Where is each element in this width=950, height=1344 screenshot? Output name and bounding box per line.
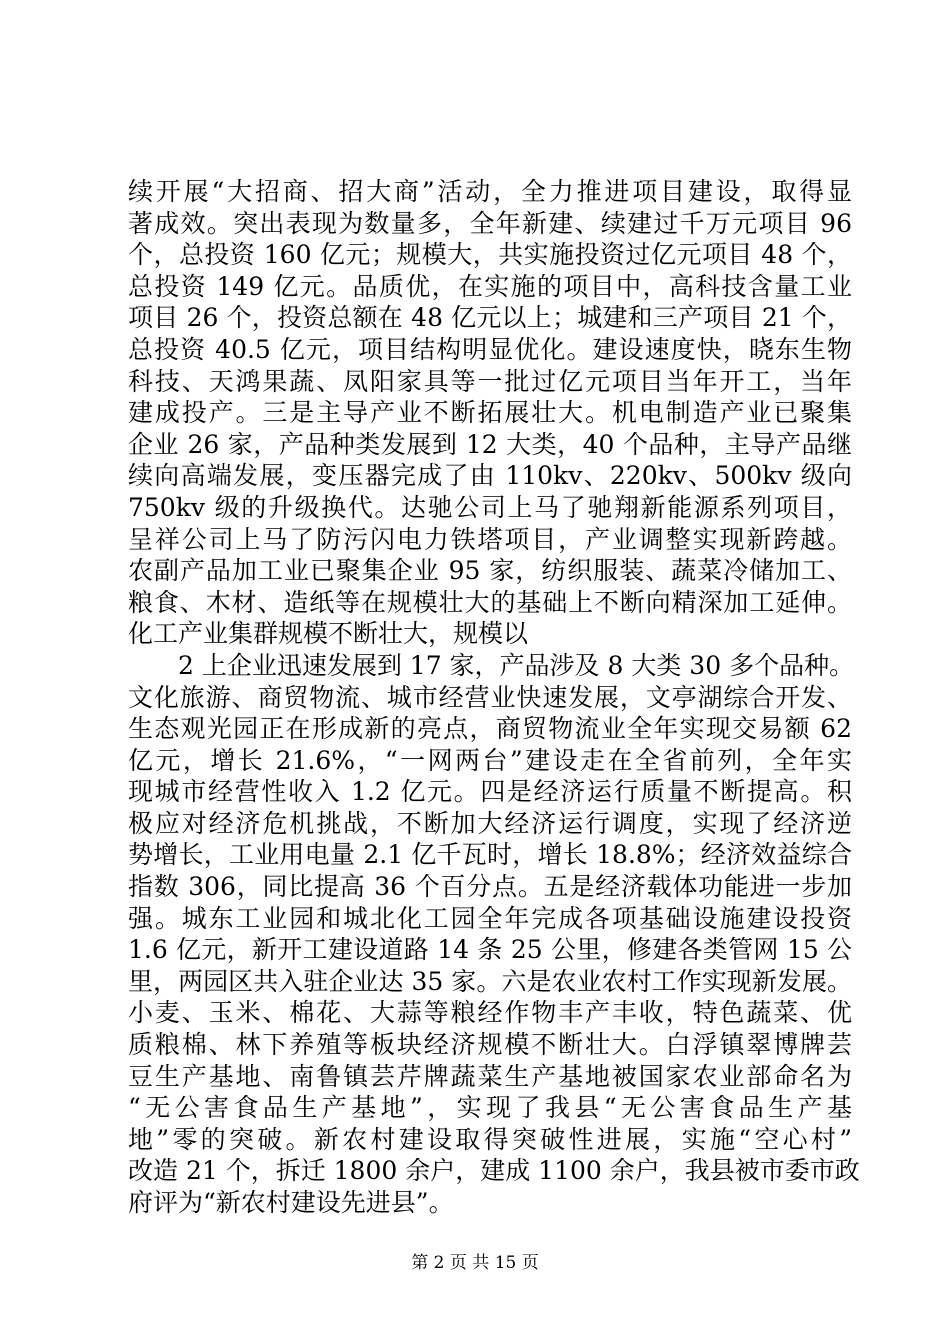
text-line: 2 上企业迅速发展到 17 家，产品涉及 8 大类 30 多个品种。 xyxy=(178,650,855,680)
text-line: 现城市经营性收入 1.2 亿元。四是经济运行质量不断提高。积 xyxy=(128,777,852,807)
text-line: 改造 21 个，拆迁 1800 余户，建成 1100 余户，我县被市委市政 xyxy=(128,1156,860,1186)
paragraph-1 xyxy=(128,176,852,650)
text-line: 科技、天鸿果蔬、凤阳家具等一批过亿元项目当年开工，当年 xyxy=(128,366,852,396)
text-line: 建成投产。三是主导产业不断拓展壮大。机电制造产业已聚集 xyxy=(128,398,852,428)
text-line: 总投资 40.5 亿元，项目结构明显优化。建设速度快，晓东生物 xyxy=(128,334,852,364)
text-line: 府评为“新农村建设先进县”。 xyxy=(128,1188,454,1217)
text-line: 地”零的突破。新农村建设取得突破性进展，实施“空心村” xyxy=(128,1124,852,1154)
text-line: 豆生产基地、南鲁镇芸芹牌蔬菜生产基地被国家农业部命名为 xyxy=(128,1061,852,1091)
text-line: 1.6 亿元，新开工建设道路 14 条 25 公里，修建各类管网 15 公 xyxy=(128,935,852,965)
text-line: 亿元，增长 21.6%，“一网两台”建设走在全省前列，全年实 xyxy=(128,745,852,775)
text-line: “无公害食品生产基地”，实现了我县“无公害食品生产基 xyxy=(128,1093,852,1123)
text-line: 总投资 149 亿元。品质优，在实施的项目中，高科技含量工业 xyxy=(128,271,852,301)
text-line: 农副产品加工业已聚集企业 95 家，纺织服装、蔬菜冷储加工、 xyxy=(128,556,852,586)
text-line: 续向高端发展，变压器完成了由 110kv、220kv、500kv 级向 xyxy=(128,461,852,491)
text-line: 里，两园区共入驻企业达 35 家。六是农业农村工作实现新发展。 xyxy=(128,966,852,996)
text-line: 个，总投资 160 亿元；规模大，共实施投资过亿元项目 48 个， xyxy=(128,240,852,270)
page-number-label: 第 2 页 共 15 页 xyxy=(411,1253,539,1273)
text-line: 750kv 级的升级换代。达驰公司上马了驰翔新能源系列项目， xyxy=(128,492,852,522)
text-line: 指数 306，同比提高 36 个百分点。五是经济载体功能进一步加 xyxy=(128,872,852,902)
text-line: 势增长，工业用电量 2.1 亿千瓦时，增长 18.8%；经济效益综合 xyxy=(128,840,852,870)
text-line: 文化旅游、商贸物流、城市经营业快速发展，文亭湖综合开发、 xyxy=(128,682,852,712)
text-line: 生态观光园正在形成新的亮点，商贸物流业全年实现交易额 62 xyxy=(128,714,852,744)
text-line: 极应对经济危机挑战，不断加大经济运行调度，实现了经济逆 xyxy=(128,808,852,838)
text-line: 续开展“大招商、招大商”活动，全力推进项目建设，取得显 xyxy=(128,177,852,206)
text-line: 呈祥公司上马了防污闪电力铁塔项目，产业调整实现新跨越。 xyxy=(128,524,852,554)
page-footer xyxy=(0,1252,950,1274)
paragraph-2 xyxy=(128,650,860,1219)
text-line: 企业 26 家，产品种类发展到 12 大类，40 个品种，主导产品继 xyxy=(128,429,852,459)
text-line: 著成效。突出表现为数量多，全年新建、续建过千万元项目 96 xyxy=(128,208,852,238)
text-line: 小麦、玉米、棉花、大蒜等粮经作物丰产丰收，特色蔬菜、优 xyxy=(128,998,852,1028)
text-line: 强。城东工业园和城北化工园全年完成各项基础设施建设投资 xyxy=(128,903,852,933)
text-line: 项目 26 个，投资总额在 48 亿元以上；城建和三产项目 21 个， xyxy=(128,303,852,333)
document-body xyxy=(128,176,860,1219)
text-line: 粮食、木材、造纸等在规模壮大的基础上不断向精深加工延伸。 xyxy=(128,587,852,617)
text-line: 化工产业集群规模不断壮大，规模以 xyxy=(128,619,529,649)
text-line: 质粮棉、林下养殖等板块经济规模不断壮大。白浮镇翠博牌芸 xyxy=(128,1030,852,1060)
